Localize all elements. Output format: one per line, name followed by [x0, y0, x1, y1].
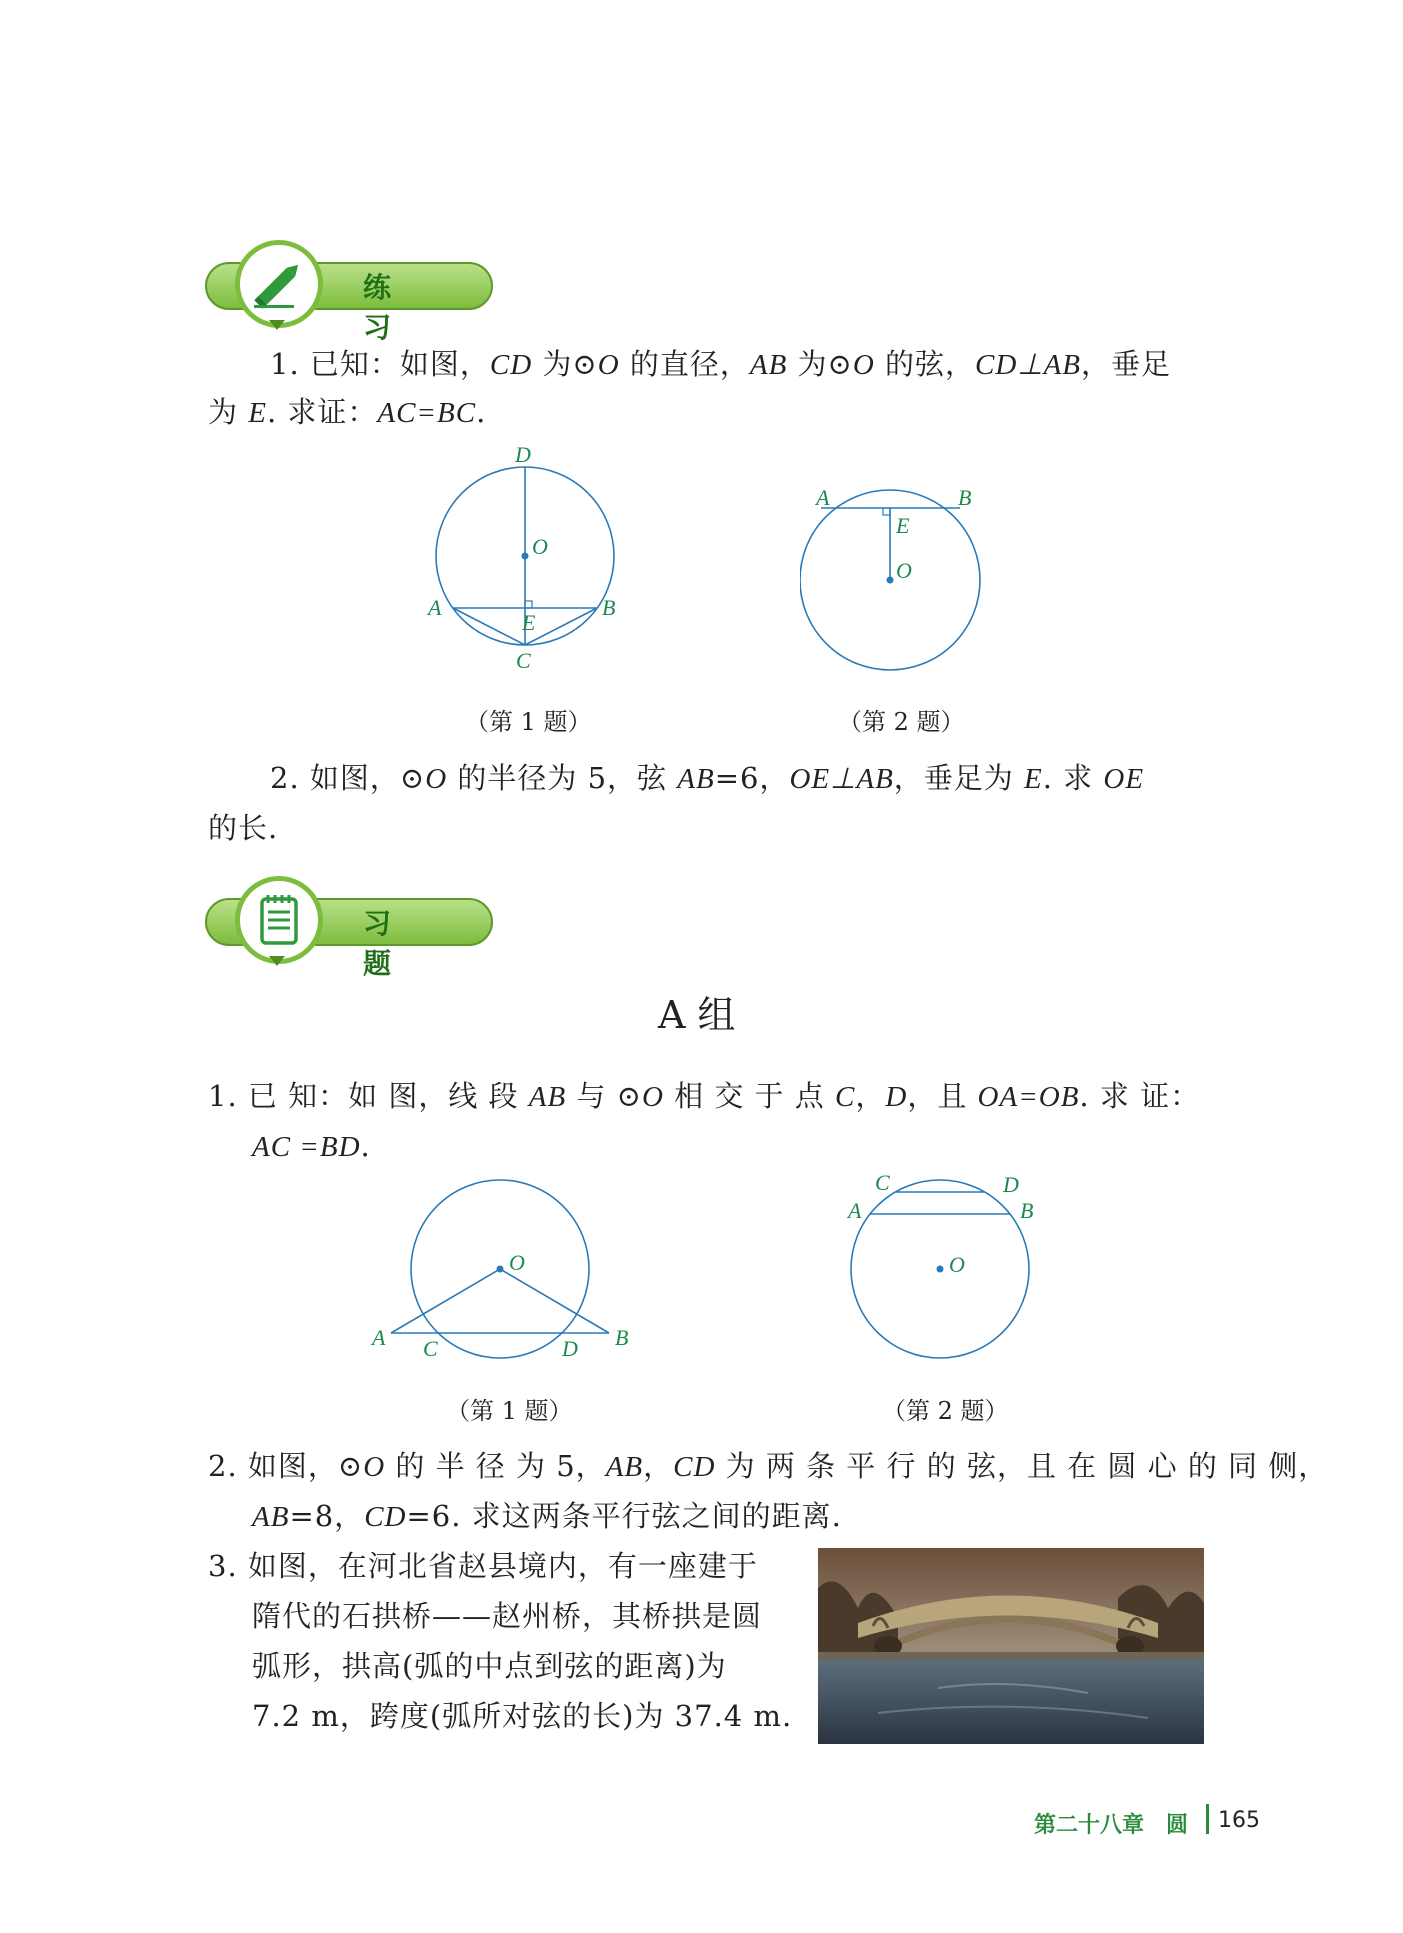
- label-b: B: [602, 595, 616, 620]
- label-a: A: [372, 1325, 386, 1350]
- text: 为⊙: [787, 347, 853, 381]
- segment-ob: [500, 1269, 609, 1333]
- math: O: [425, 763, 448, 795]
- center-dot: [887, 577, 894, 584]
- segment-ac: [453, 608, 525, 645]
- math: OA=OB: [977, 1081, 1080, 1113]
- exercise-fig2-caption: （第 2 题）: [882, 1397, 1009, 1425]
- exercise-figure-1: [365, 1170, 645, 1370]
- text: .: [476, 395, 487, 429]
- text: =8，: [289, 1499, 365, 1533]
- exercise-figure-2: [835, 1170, 1055, 1370]
- exercise-fig1-caption: （第 1 题）: [446, 1397, 573, 1425]
- math: E: [248, 397, 267, 429]
- label-a: A: [848, 1198, 862, 1223]
- practice-q1-line2: [208, 388, 486, 437]
- notepad-icon: [240, 881, 318, 959]
- label-b: B: [958, 485, 972, 510]
- label-d: D: [515, 442, 531, 467]
- text: 2. 如图，⊙: [208, 1449, 364, 1483]
- center-dot: [522, 553, 529, 560]
- math: O: [363, 1451, 386, 1483]
- practice-figure-2: [800, 485, 1000, 685]
- text: 与 ⊙: [566, 1079, 642, 1113]
- label-o: O: [896, 558, 912, 583]
- text: 的直径，: [619, 347, 750, 381]
- page-number: 165: [1218, 1808, 1260, 1833]
- math: CD: [364, 1501, 407, 1533]
- text: 的半径为 5，弦: [447, 761, 678, 795]
- math: CD: [673, 1451, 716, 1483]
- practice-q2-line2: 的长.: [208, 811, 279, 845]
- label-c: C: [423, 1336, 438, 1361]
- label-b: B: [615, 1325, 629, 1350]
- text: ，: [643, 1449, 674, 1483]
- text: . 求: [1042, 761, 1104, 795]
- text: ，垂足为: [893, 761, 1025, 795]
- text: 相 交 于 点: [663, 1079, 835, 1113]
- label-c: C: [875, 1170, 890, 1195]
- text: . 求 证：: [1079, 1079, 1201, 1113]
- text: .: [360, 1129, 371, 1163]
- exercise-q1-line2: [252, 1122, 371, 1171]
- math: OE⊥AB: [789, 763, 894, 795]
- text: =6. 求这两条平行弦之间的距离.: [406, 1499, 842, 1533]
- exercise-q3-line3: 弧形，拱高(弧的中点到弦的距离)为: [252, 1649, 727, 1683]
- center-dot: [497, 1266, 504, 1273]
- label-o: O: [949, 1252, 965, 1277]
- label-a: A: [428, 595, 442, 620]
- label-c: C: [516, 648, 531, 673]
- text: . 求证：: [266, 395, 378, 429]
- math: D: [885, 1081, 908, 1113]
- exercise-q2-line1: [208, 1442, 1328, 1491]
- math: OE: [1103, 763, 1145, 795]
- segment-oa: [391, 1269, 500, 1333]
- text: ，垂足: [1081, 347, 1172, 381]
- text: 1. 已知：如图，: [270, 347, 490, 381]
- text: 2. 如图，⊙: [270, 761, 426, 795]
- math: AC=BC: [377, 397, 477, 429]
- math: AC =BD: [252, 1131, 361, 1163]
- center-dot: [937, 1266, 944, 1273]
- text: 的弦，: [874, 347, 976, 381]
- math: AB: [528, 1081, 567, 1113]
- math: O: [597, 349, 620, 381]
- banner-circle: [235, 876, 323, 964]
- text: 为: [208, 395, 249, 429]
- label-o: O: [532, 534, 548, 559]
- zhaozhou-bridge-photo: [818, 1548, 1204, 1744]
- math: O: [852, 349, 875, 381]
- text: 1. 已 知：如 图，线 段: [208, 1079, 529, 1113]
- banner-circle: [235, 240, 323, 328]
- practice-title: 练 习: [363, 271, 418, 344]
- text: 的 半 径 为 5，: [385, 1449, 606, 1483]
- math: AB: [252, 1501, 290, 1533]
- label-a: A: [816, 485, 830, 510]
- banner-arrow: [269, 956, 285, 966]
- practice-fig2-caption: （第 2 题）: [838, 708, 965, 736]
- banner-arrow: [269, 320, 285, 330]
- math: AB: [749, 349, 788, 381]
- math: C: [835, 1081, 856, 1113]
- exercise-q3-line4: 7.2 m，跨度(弧所对弦的长)为 37.4 m.: [252, 1699, 793, 1733]
- text: 为⊙: [532, 347, 598, 381]
- math: AB: [677, 763, 715, 795]
- practice-banner: [205, 240, 505, 344]
- practice-figure-1: [420, 440, 640, 680]
- exercise-q3-line1: 3. 如图，在河北省赵县境内，有一座建于: [208, 1549, 758, 1583]
- math: CD: [489, 349, 533, 381]
- label-o: O: [509, 1250, 525, 1275]
- label-b: B: [1020, 1198, 1034, 1223]
- right-angle-mark: [883, 508, 890, 515]
- chapter-footer: 第二十八章 圆: [1034, 1813, 1189, 1838]
- math: AB: [605, 1451, 644, 1483]
- math: O: [641, 1081, 664, 1113]
- right-angle-mark: [525, 601, 532, 608]
- exercise-q2-line2: [252, 1492, 842, 1541]
- pencil-icon: [240, 245, 318, 323]
- math: CD⊥AB: [975, 349, 1082, 381]
- practice-q2-line1: [270, 754, 1144, 803]
- exercise-q3-line2: 隋代的石拱桥——赵州桥，其桥拱是圆: [252, 1599, 763, 1633]
- practice-q1-line1: [270, 340, 1171, 389]
- label-e: E: [896, 513, 910, 538]
- label-e: E: [522, 610, 536, 635]
- exercises-title: 习 题: [363, 907, 418, 980]
- footer-divider: [1206, 1804, 1209, 1834]
- text: =6，: [714, 761, 790, 795]
- exercise-q1-line1: [208, 1072, 1200, 1121]
- segment-bc: [525, 608, 597, 645]
- math: E: [1024, 763, 1043, 795]
- text: ，且: [907, 1079, 978, 1113]
- practice-fig1-caption: （第 1 题）: [465, 708, 592, 736]
- group-heading: A 组: [658, 993, 736, 1037]
- text: ，: [855, 1079, 886, 1113]
- label-d: D: [562, 1336, 578, 1361]
- text: 为 两 条 平 行 的 弦，且 在 圆 心 的 同 侧，: [715, 1449, 1329, 1483]
- label-d: D: [1003, 1172, 1019, 1197]
- exercises-banner: [205, 876, 505, 980]
